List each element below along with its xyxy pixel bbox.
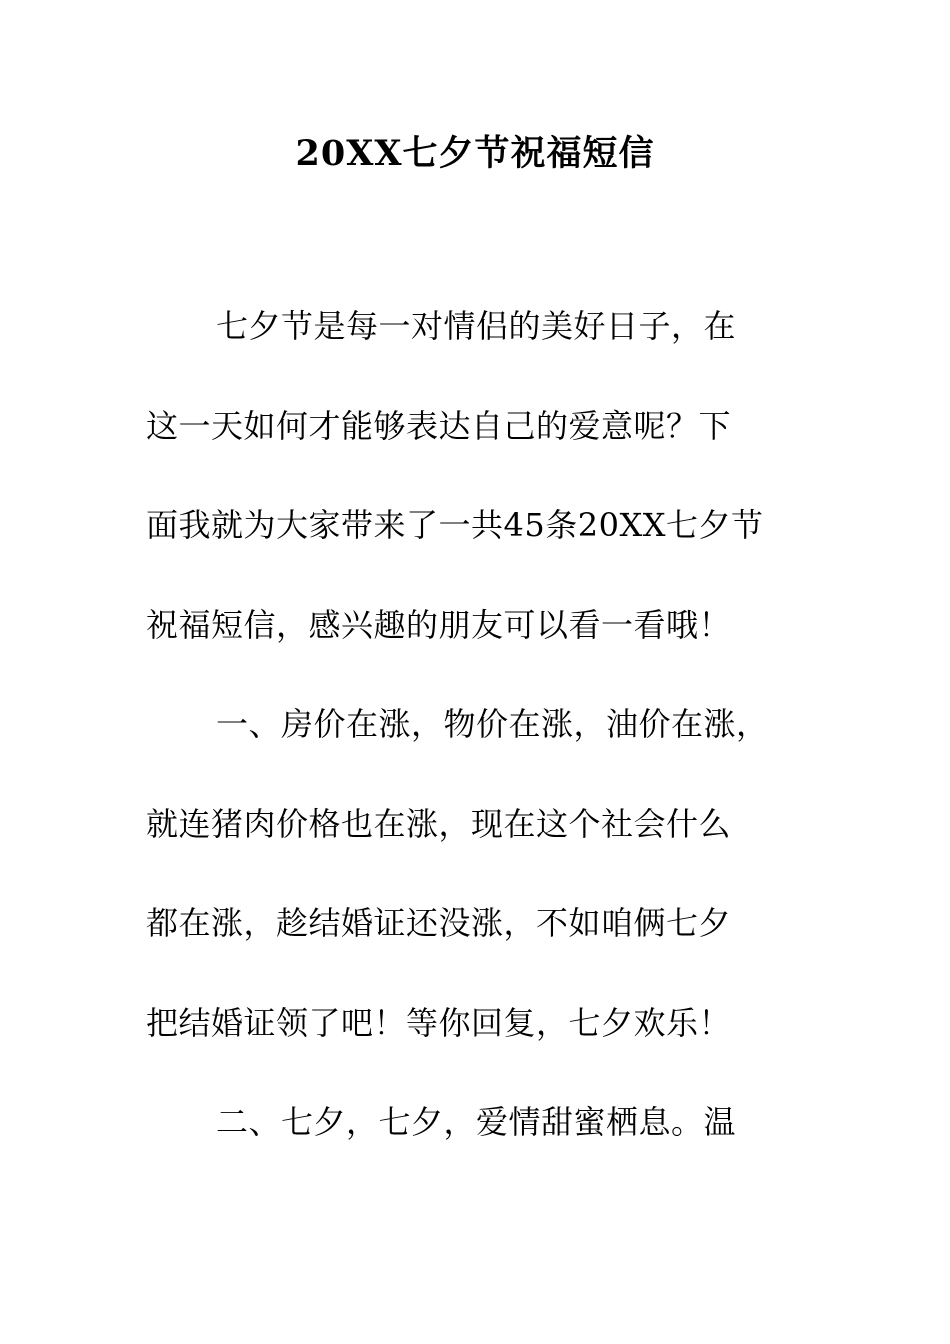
paragraph-line: 祝福短信，感兴趣的朋友可以看一看哦！ [146,606,732,644]
paragraph-line: 这一天如何才能够表达自己的爱意呢？下 [146,407,732,445]
paragraph-line: 一、房价在涨，物价在涨，油价在涨， [216,705,769,743]
paragraph-line: 就连猪肉价格也在涨，现在这个社会什么 [146,805,732,843]
paragraph-line: 都在涨，趁结婚证还没涨，不如咱俩七夕 [146,904,732,942]
paragraph-line: 七夕节是每一对情侣的美好日子，在 [216,307,737,345]
document-title: 20XX七夕节祝福短信 [295,133,655,174]
paragraph-line: 面我就为大家带来了一共45条20XX七夕节 [146,506,764,544]
paragraph-line: 把结婚证领了吧！等你回复，七夕欢乐！ [146,1004,732,1042]
paragraph-line: 二、七夕，七夕，爱情甜蜜栖息。温 [216,1103,737,1141]
